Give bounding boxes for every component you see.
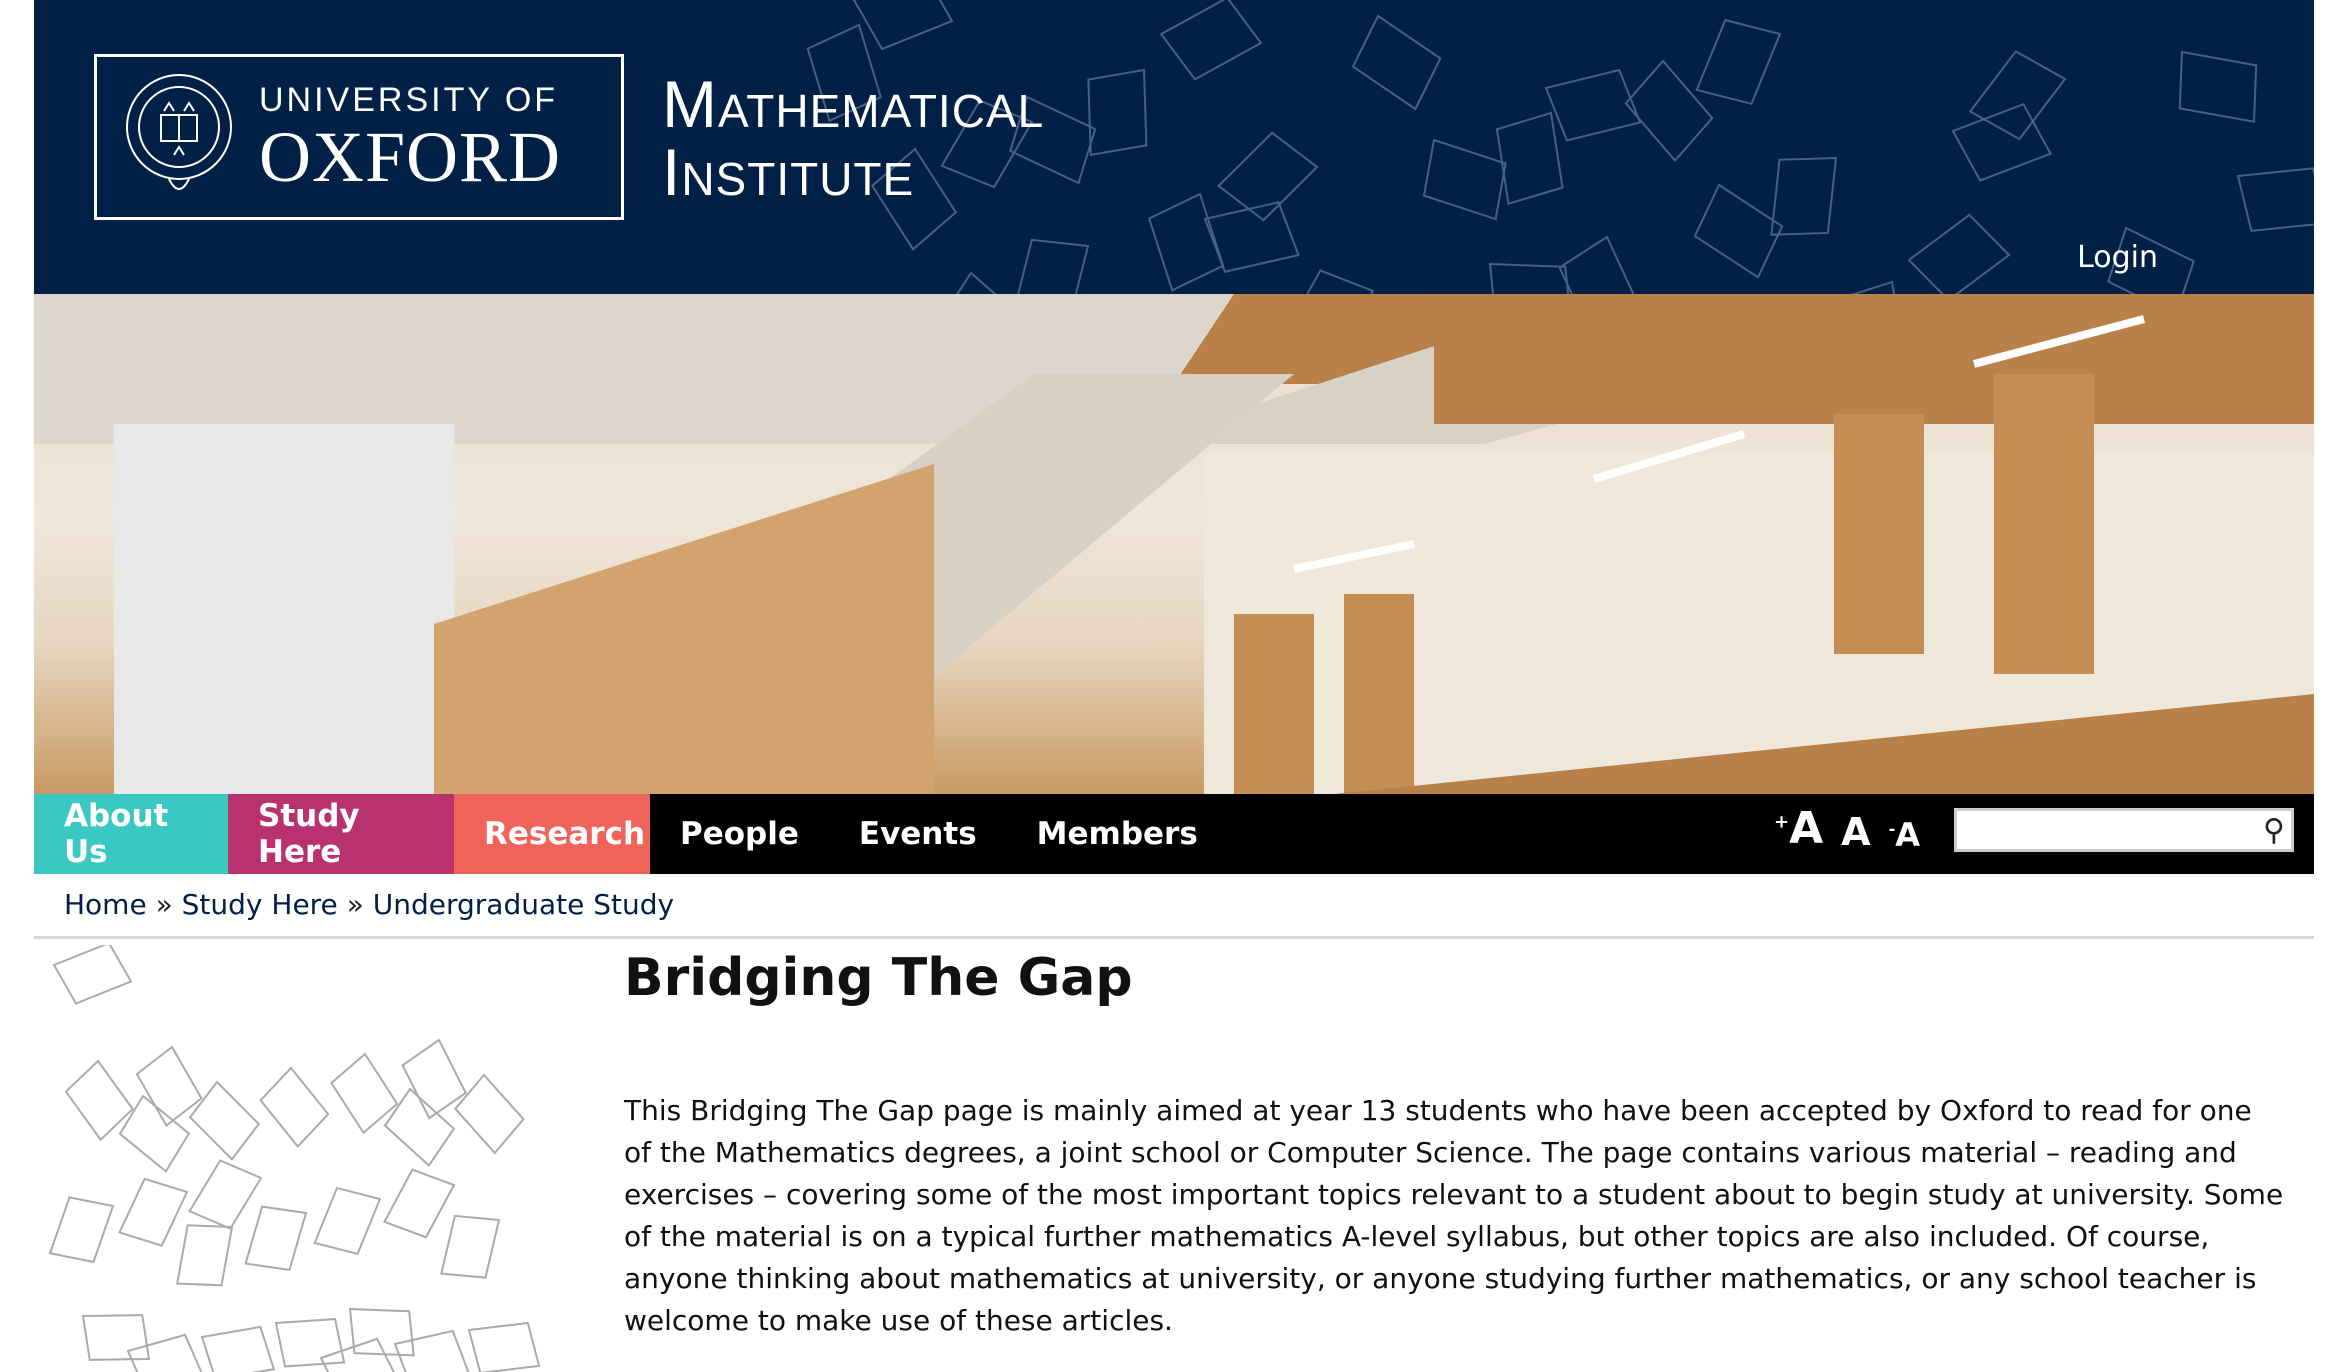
rhombus-shape xyxy=(264,1302,356,1372)
rhombus-shape xyxy=(1677,0,1800,124)
rhombus-shape xyxy=(1679,169,1798,293)
rhombus-shape xyxy=(2224,149,2314,250)
rhombus-shape xyxy=(61,1056,138,1145)
rhombus-shape xyxy=(54,945,131,1004)
font-increase-button[interactable]: +A xyxy=(1774,803,1824,854)
rhombus-shape xyxy=(1337,0,1456,124)
rhombus-shape xyxy=(34,1181,130,1279)
rhombus-shape xyxy=(1902,208,2017,294)
intro-paragraph: This Bridging The Gap page is mainly aimed at year 13 students who have been accepted by Oxford to read for one of the Mathematics degrees, a joint school or Computer Science. The page contains various material – reading and exercises – covering some of the most important topics relevant to a student about to begin study at university. Some of the material is on a typical further mathematics A-level syllabus, but other topics are also included. Of course, anyone thinking about mathematics at university, or anyone studying further mathematics, or any school teacher is welcome to make use of these articles. xyxy=(624,1094,2284,1337)
search-icon[interactable]: ⚲ xyxy=(2263,813,2285,848)
nav-study-here[interactable]: Study Here xyxy=(228,794,454,874)
rhombus-shape xyxy=(194,1315,282,1372)
rhombus-shape xyxy=(1403,119,1528,241)
rhombus-shape xyxy=(2156,28,2280,145)
institute-line2: Institute xyxy=(662,135,915,209)
oxford-logo[interactable] xyxy=(94,54,624,220)
oxford-text: OXFORD xyxy=(259,116,562,197)
rhombus-shape xyxy=(254,1062,334,1153)
atrium-photo xyxy=(34,294,2314,794)
rhombus-shape xyxy=(1470,238,1591,294)
rhombus-shape xyxy=(1956,37,2080,153)
rhombus-shape xyxy=(401,1038,468,1120)
rhombus-shape xyxy=(854,0,952,49)
nav-about-us[interactable]: About Us xyxy=(34,794,228,874)
breadcrumb xyxy=(64,888,674,921)
oxford-crest-icon xyxy=(119,67,239,207)
rhombus-shape xyxy=(104,1164,202,1261)
nav-research[interactable]: Research xyxy=(454,794,650,874)
institute-line1: Mathematical xyxy=(662,67,1045,141)
institute-title[interactable] xyxy=(662,67,1045,209)
rhombus-shape xyxy=(423,1198,517,1296)
divider xyxy=(34,936,2314,939)
font-decrease-button[interactable]: -A xyxy=(1888,816,1920,854)
nav-members[interactable]: Members xyxy=(1036,816,1198,852)
login-link[interactable]: Login xyxy=(2077,240,2158,275)
rhombus-shape xyxy=(334,1289,429,1372)
sidebar-cube-pattern xyxy=(34,945,554,1372)
breadcrumb-study-here[interactable]: Study Here xyxy=(181,888,338,921)
rhombus-shape xyxy=(991,217,1111,294)
site-header xyxy=(34,0,2314,294)
breadcrumb-undergraduate-study[interactable]: Undergraduate Study xyxy=(372,888,675,921)
rhombus-shape xyxy=(299,1172,396,1269)
rhombus-shape xyxy=(69,1295,163,1372)
rhombus-shape xyxy=(370,1156,468,1252)
rhombus-shape xyxy=(327,1050,401,1137)
hero-image xyxy=(34,294,2314,794)
main-nav xyxy=(34,794,2314,874)
rhombus-shape xyxy=(134,1044,205,1129)
rhombus-shape xyxy=(109,1085,199,1182)
nav-events[interactable]: Events xyxy=(858,816,977,852)
nav-people[interactable]: People xyxy=(680,816,799,852)
rhombus-shape xyxy=(124,1329,207,1372)
rhombus-shape xyxy=(1824,272,1920,294)
rhombus-shape xyxy=(389,1322,475,1372)
breadcrumb-separator: » xyxy=(346,888,364,921)
breadcrumb-home[interactable]: Home xyxy=(64,888,147,921)
rhombus-shape xyxy=(1481,102,1578,215)
breadcrumb-separator: » xyxy=(155,888,173,921)
rhombus-shape xyxy=(228,1189,323,1287)
rhombus-shape xyxy=(1558,236,1640,294)
rhombus-shape xyxy=(1158,0,1265,83)
page-title: Bridging The Gap xyxy=(624,948,1133,1008)
rhombus-shape xyxy=(1747,135,1861,258)
rhombus-shape xyxy=(375,1079,463,1175)
university-of-text: UNIVERSITY OF xyxy=(259,80,559,119)
rhombus-shape xyxy=(1144,191,1228,294)
rhombus-shape xyxy=(1064,53,1170,171)
font-reset-button[interactable]: A xyxy=(1841,810,1871,854)
search-input[interactable] xyxy=(1954,808,2294,852)
rhombus-shape xyxy=(459,1309,549,1372)
